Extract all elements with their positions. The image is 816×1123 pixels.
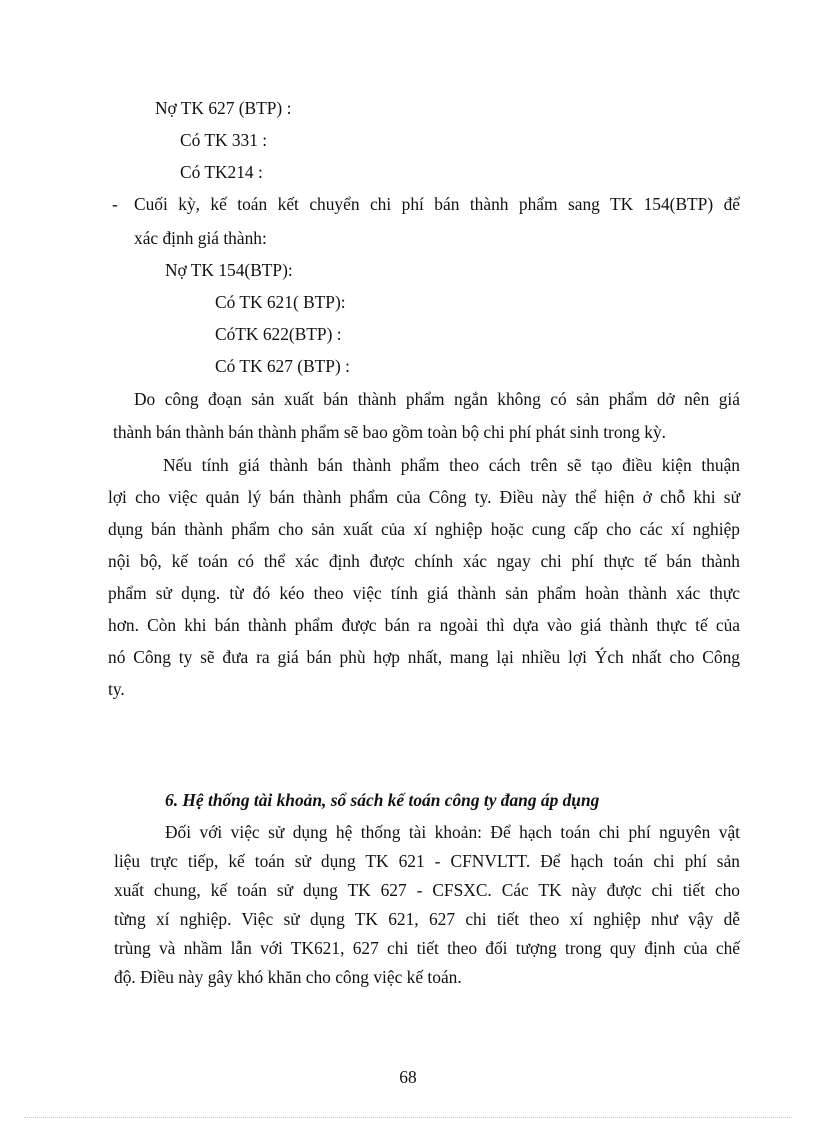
para1-line-1: Do công đoạn sản xuất bán thành phẩm ngắn không có sản phẩm dở nên giá: [134, 389, 740, 409]
entry-credit-214: Có TK214 :: [180, 162, 263, 182]
section6-line-5: trùng và nhầm lẫn với TK621, 627 chi tiết theo đối tượng trong quy định của chế: [114, 938, 740, 958]
para2-line-6: hơn. Còn khi bán thành phẩm được bán ra ngoài thì dựa vào giá thành thực tế của: [108, 615, 740, 635]
para2-line-4: nội bộ, kế toán có thể xác định được chính xác ngay chi phí thực tế bán thành: [108, 551, 740, 571]
entry-credit-621: Có TK 621( BTP):: [215, 292, 346, 312]
section6-line-3: xuất chung, kế toán sử dụng TK 627 - CFSXC. Các TK này được chi tiết cho: [114, 880, 740, 900]
para2-line-8: ty.: [108, 679, 125, 699]
para2-line-7: nó Công ty sẽ đưa ra giá bán phù hợp nhất, mang lại nhiều lợi Ých nhất cho Công: [108, 647, 740, 667]
section6-line-2: liệu trực tiếp, kế toán sử dụng TK 621 - CFNVLTT. Để hạch toán chi phí sản: [114, 851, 740, 871]
footer-divider: [24, 1117, 792, 1118]
para2-line-5: phẩm sử dụng. từ đó kéo theo việc tính giá thành sản phẩm hoàn thành xác thực: [108, 583, 740, 603]
bullet-line-2: xác định giá thành:: [134, 228, 267, 248]
bullet-line-1: Cuối kỳ, kế toán kết chuyển chi phí bán thành phẩm sang TK 154(BTP) để: [134, 194, 740, 214]
para1-line-2: thành bán thành bán thành phẩm sẽ bao gồm toàn bộ chi phí phát sinh trong kỳ.: [113, 422, 667, 442]
entry-credit-331: Có TK 331 :: [180, 130, 268, 150]
section6-line-1: Đối với việc sử dụng hệ thống tài khoản: Để hạch toán chi phí nguyên vật: [165, 822, 740, 842]
entry-debit-154: Nợ TK 154(BTP):: [165, 260, 293, 280]
para2-line-2: lợi cho việc quản lý bán thành phẩm của Công ty. Điều này thể hiện ở chỗ khi sử: [108, 487, 740, 507]
bullet-dash: -: [112, 194, 118, 214]
entry-credit-622: CóTK 622(BTP) :: [215, 324, 342, 344]
entry-debit-627: Nợ TK 627 (BTP) :: [155, 98, 292, 118]
section6-line-6: độ. Điều này gây khó khăn cho công việc kế toán.: [114, 967, 462, 987]
entry-credit-627: Có TK 627 (BTP) :: [215, 356, 350, 376]
page-number: 68: [399, 1067, 417, 1087]
para2-line-1: Nếu tính giá thành bán thành phẩm theo cách trên sẽ tạo điều kiện thuận: [163, 455, 740, 475]
para2-line-3: dụng bán thành phẩm cho sản xuất của xí nghiệp hoặc cung cấp cho các xí nghiệp: [108, 519, 740, 539]
section-heading: 6. Hệ thống tài khoản, sổ sách kế toán công ty đang áp dụng: [165, 790, 600, 810]
section6-line-4: từng xí nghiệp. Việc sử dụng TK 621, 627 chi tiết theo xí nghiệp như vậy dễ: [114, 909, 740, 929]
